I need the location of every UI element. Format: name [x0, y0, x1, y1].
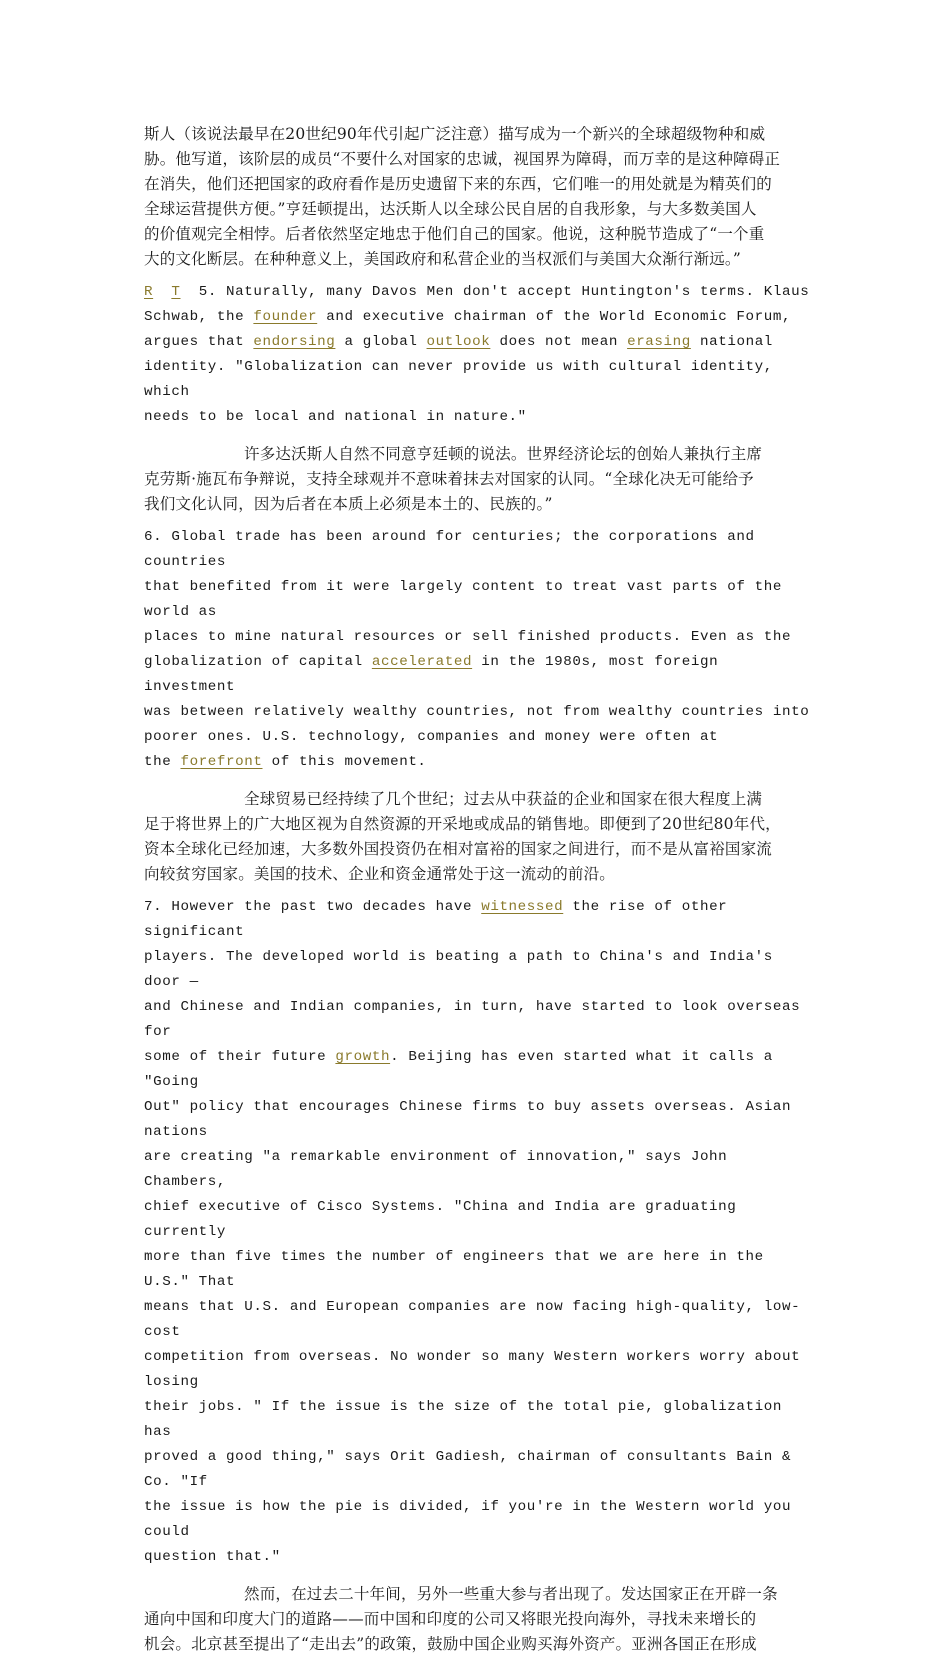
en-line: their jobs. " If the issue is the size of the total pie, globalization has	[144, 1399, 792, 1440]
en-line: identity. "Globalization can never provide us with cultural identity, which	[144, 359, 782, 400]
en-line: means that U.S. and European companies are now facing high-quality, low-cost	[144, 1299, 801, 1340]
en-line: that benefited from it were largely content to treat vast parts of the world as	[144, 579, 792, 620]
en-text: globalization of capital	[144, 654, 372, 670]
link-t[interactable]: T	[171, 284, 181, 300]
en-text: argues that	[144, 334, 254, 350]
zh-line: 足于将世界上的广大地区视为自然资源的开采地或成品的销售地。即便到了20世纪80年代，	[144, 815, 781, 833]
link-r[interactable]: R	[144, 284, 154, 300]
document-page	[144, 122, 816, 1657]
vocab-link-forefront[interactable]: forefront	[180, 754, 263, 770]
en-line: question that."	[144, 1549, 281, 1565]
en-text: a global	[335, 334, 427, 350]
en-text: . Beijing has even started what it calls a "Going	[144, 1049, 783, 1090]
zh-line: 机会。北京甚至提出了“走出去”的政策，鼓励中国企业购买海外资产。亚洲各国正在形成	[144, 1635, 757, 1653]
en-line: poorer ones. U.S. technology, companies and money were often at	[144, 729, 719, 745]
zh-line: 的价值观完全相悖。后者依然坚定地忠于他们自己的国家。他说，这种脱节造成了“一个重	[144, 225, 765, 243]
vocab-link-growth[interactable]: growth	[335, 1049, 391, 1065]
zh-line: 然而，在过去二十年间，另外一些重大参与者出现了。发达国家正在开辟一条	[244, 1585, 778, 1603]
paragraph-6-translation	[144, 787, 816, 887]
paragraph-5-english	[144, 280, 816, 430]
en-text: 7. However the past two decades have	[144, 899, 482, 915]
zh-line: 斯人（该说法最早在20世纪90年代引起广泛注意）描写成为一个新兴的全球超级物种和威	[144, 125, 766, 143]
en-text: Schwab, the	[144, 309, 254, 325]
zh-line: 在消失，他们还把国家的政府看作是历史遗留下来的东西，它们唯一的用处就是为精英们的	[144, 175, 773, 193]
en-line: Out" policy that encourages Chinese firms to buy assets overseas. Asian nations	[144, 1099, 801, 1140]
zh-line: 胁。他写道，该阶层的成员“不要什么对国家的忠诚，视国界为障碍，而万幸的是这种障碍正	[144, 150, 781, 168]
zh-line: 全球贸易已经持续了几个世纪；过去从中获益的企业和国家在很大程度上满	[244, 790, 763, 808]
en-text: in the 1980s, most foreign investment	[144, 654, 728, 695]
vocab-link-outlook[interactable]: outlook	[426, 334, 491, 350]
en-line: needs to be local and national in nature."	[144, 409, 527, 425]
en-line: was between relatively wealthy countries, not from wealthy countries into	[144, 704, 810, 720]
en-line	[144, 895, 816, 945]
en-line: the issue is how the pie is divided, if you're in the Western world you could	[144, 1499, 801, 1540]
paragraph-4-translation	[144, 122, 816, 272]
zh-line: 向较贫穷国家。美国的技术、企业和资金通常处于这一流动的前沿。	[144, 865, 616, 883]
zh-line: 资本全球化已经加速，大多数外国投资仍在相对富裕的国家之间进行，而不是从富裕国家流	[144, 840, 773, 858]
en-line: proved a good thing," says Orit Gadiesh, chairman of consultants Bain & Co. "If	[144, 1449, 801, 1490]
en-text: the	[144, 754, 181, 770]
en-line: 6. Global trade has been around for centuries; the corporations and countries	[144, 529, 764, 570]
vocab-link-accelerated[interactable]: accelerated	[371, 654, 473, 670]
en-text: of this movement.	[262, 754, 427, 770]
en-text: and executive chairman of the World Economic Forum,	[317, 309, 792, 325]
en-line: more than five times the number of engineers that we are here in the U.S." That	[144, 1249, 773, 1290]
zh-line: 全球运营提供方便。”亨廷顿提出，达沃斯人以全球公民自居的自我形象，与大多数美国人	[144, 200, 757, 218]
en-line	[144, 330, 816, 355]
zh-line: 许多达沃斯人自然不同意亨廷顿的说法。世界经济论坛的创始人兼执行主席	[244, 445, 763, 463]
en-line	[144, 750, 816, 775]
zh-line: 克劳斯·施瓦布争辩说，支持全球观并不意味着抹去对国家的认同。“全球化决无可能给予	[144, 470, 754, 488]
en-line	[144, 650, 816, 700]
zh-line: 大的文化断层。在种种意义上，美国政府和私营企业的当权派们与美国大众渐行渐远。”	[144, 250, 741, 268]
vocab-link-founder[interactable]: founder	[253, 309, 318, 325]
en-line: and Chinese and Indian companies, in turn, have started to look overseas for	[144, 999, 810, 1040]
en-text: national	[690, 334, 773, 350]
en-text: some of their future	[144, 1049, 336, 1065]
en-line	[144, 305, 816, 330]
vocab-link-erasing[interactable]: erasing	[627, 334, 691, 350]
paragraph-7-translation	[144, 1582, 816, 1657]
en-line: are creating "a remarkable environment of innovation," says John Chambers,	[144, 1149, 737, 1190]
zh-line: 我们文化认同，因为后者在本质上必须是本土的、民族的。”	[144, 495, 553, 513]
vocab-link-endorsing[interactable]: endorsing	[253, 334, 336, 350]
en-line	[144, 1045, 816, 1095]
en-line: chief executive of Cisco Systems. "China and India are graduating currently	[144, 1199, 746, 1240]
en-text: 5. Naturally, many Davos Men don't accept Huntington's terms. Klaus	[198, 284, 810, 300]
vocab-link-witnessed[interactable]: witnessed	[481, 899, 564, 915]
en-line	[144, 280, 816, 305]
en-line: players. The developed world is beating a path to China's and India's door —	[144, 949, 782, 990]
paragraph-7-english	[144, 895, 816, 1570]
paragraph-5-translation	[144, 442, 816, 517]
zh-line: 通向中国和印度大门的道路——而中国和印度的公司又将眼光投向海外，寻找未来增长的	[144, 1610, 757, 1628]
en-text: the rise of other significant	[144, 899, 737, 940]
en-line: competition from overseas. No wonder so many Western workers worry about losing	[144, 1349, 810, 1390]
paragraph-6-english	[144, 525, 816, 775]
en-line: places to mine natural resources or sell finished products. Even as the	[144, 629, 792, 645]
en-text: does not mean	[490, 334, 628, 350]
